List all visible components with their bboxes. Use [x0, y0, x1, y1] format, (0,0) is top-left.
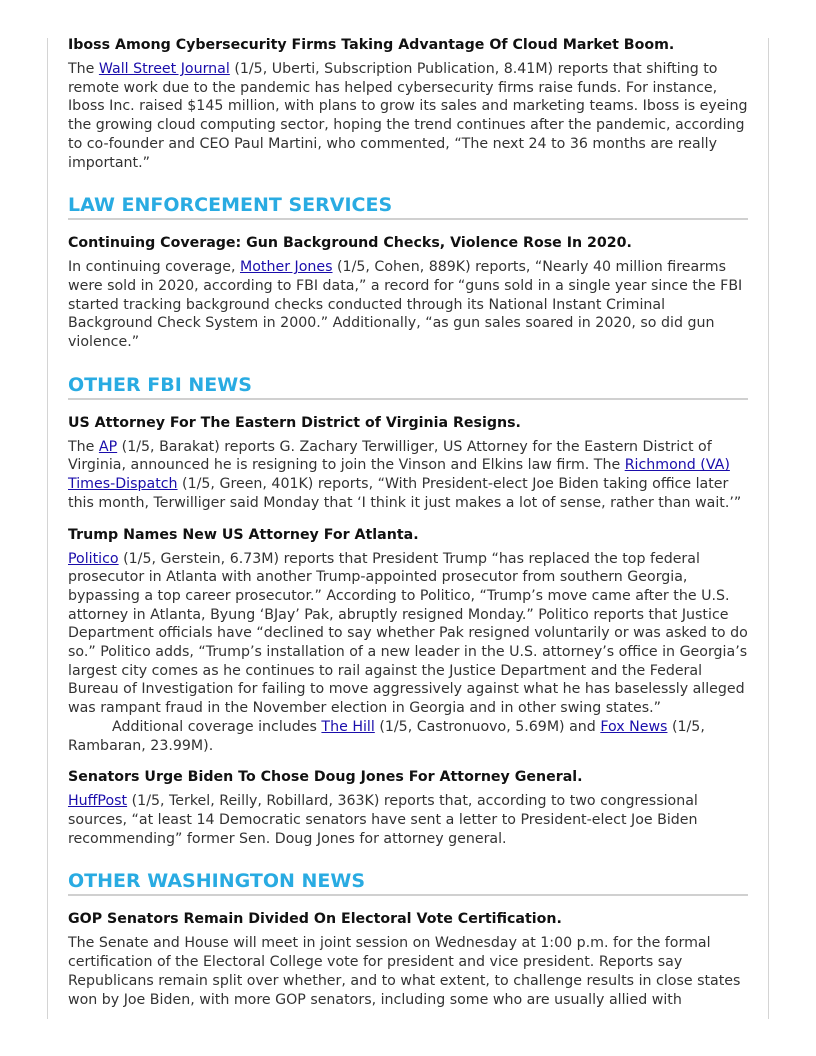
story-text: The Wall Street Journal (1/5, Uberti, Subscription Publication, 8.41M) reports that shifting to remote work due to the pandemic has helped cybersecurity firms raise funds. For instance, Iboss Inc. raised $145 million, with plans to grow its sales and marketing teams. Iboss is eyeing the growing cloud computing sector, hoping the trend continues after the pandemic, according to co-founder and CEO Paul Martini, who commented, “The next 24 to 36 months are really important.” [68, 61, 748, 171]
section-heading: LAW ENFORCEMENT SERVICES [68, 194, 393, 217]
section-other-fbi-news [68, 374, 748, 400]
story-atlanta-attorney [68, 526, 748, 756]
story-title: Trump Names New US Attorney For Atlanta. [68, 526, 419, 543]
section-divider [68, 218, 748, 220]
story-electoral-vote [68, 910, 748, 1009]
story-title: GOP Senators Remain Divided On Electoral Vote Certification. [68, 911, 562, 928]
ap-link[interactable]: AP [98, 438, 118, 455]
left-border [47, 38, 48, 1019]
story-title: Senators Urge Biden To Chose Doug Jones For Attorney General. [68, 769, 583, 786]
story-doug-jones [68, 768, 748, 848]
story-text: The Senate and House will meet in joint session on Wednesday at 1:00 p.m. for the formal certification of the Electoral College vote for president and vice president. Reports say Republicans remain split over whether, and to what extent, to challenge results in close states won by Joe Biden, with more GOP senators, including some who are usually allied with [68, 935, 741, 1008]
newsletter-body [68, 36, 748, 1022]
story-text: The AP (1/5, Barakat) reports G. Zachary Terwilliger, US Attorney for the Eastern District of Virginia, announced he is resigning to join the Vinson and Elkins law firm. The Richmond (VA) Times-Dispatch (1/5, Green, 401K) reports, “With President-elect Joe Biden taking office later this month, Terwilliger said Monday that ‘I think it just makes a lot of sense, rather than wait.’” [68, 438, 742, 511]
story-text: HuffPost (1/5, Terkel, Reilly, Robillard, 363K) reports that, according to two congressional sources, “at least 14 Democratic senators have sent a letter to President-elect Joe Biden recommending” former Sen. Doug Jones for attorney general. [68, 793, 698, 847]
story-iboss [68, 36, 748, 172]
section-other-washington-news [68, 870, 748, 896]
story-gun-checks [68, 234, 748, 352]
richmond-times-dispatch-link[interactable]: Richmond (VA) Times-Dispatch [68, 457, 730, 493]
story-title: US Attorney For The Eastern District of Virginia Resigns. [68, 414, 521, 431]
additional-coverage: Additional coverage includes The Hill (1/5, Castronuovo, 5.69M) and Fox News (1/5, Rambaran, 23.99M). [68, 718, 705, 754]
section-divider [68, 398, 748, 400]
wsj-link[interactable]: Wall Street Journal [98, 61, 230, 77]
story-text: Politico (1/5, Gerstein, 6.73M) reports that President Trump “has replaced the top federal prosecutor in Atlanta with another Trump-appointed prosecutor from southern Georgia, bypassing a top career prosecutor.” According to Politico, “Trump’s move came after the U.S. attorney in Atlanta, Byung ‘BJay’ Pak, abruptly resigned Monday.” Politico reports that Justice Department officials have “declined to say whether Pak resigned voluntarily or was asked to do so.” Politico adds, “Trump’s installation of a new leader in the U.S. attorney’s office in Georgia’s largest city comes as he continues to rail against the Justice Department and the Federal Bureau of Investigation for failing to move aggressively against what he has baselessly alleged was rampant fraud in the November election in Georgia and in other swing states.” [68, 550, 748, 717]
section-heading: OTHER WASHINGTON NEWS [68, 870, 366, 893]
mother-jones-link[interactable]: Mother Jones [239, 259, 333, 276]
story-virginia-attorney [68, 414, 748, 513]
story-title: Iboss Among Cybersecurity Firms Taking Advantage Of Cloud Market Boom. [68, 37, 675, 53]
fox-news-link[interactable]: Fox News [600, 718, 668, 735]
the-hill-link[interactable]: The Hill [321, 718, 375, 735]
section-law-enforcement [68, 194, 748, 220]
section-heading: OTHER FBI NEWS [68, 373, 252, 396]
story-text: In continuing coverage, Mother Jones (1/5, Cohen, 889K) reports, “Nearly 40 million firearms were sold in 2020, according to FBI data,” a record for “guns sold in a single year since the FBI started tracking background checks conducted through its National Instant Criminal Background Check System in 2000.” Additionally, “as gun sales soared in 2020, so did gun violence.” [68, 259, 743, 351]
politico-link[interactable]: Politico [68, 550, 119, 567]
section-divider [68, 894, 748, 896]
story-title: Continuing Coverage: Gun Background Checks, Violence Rose In 2020. [68, 235, 632, 252]
right-border [768, 38, 769, 1019]
huffpost-link[interactable]: HuffPost [68, 793, 128, 810]
